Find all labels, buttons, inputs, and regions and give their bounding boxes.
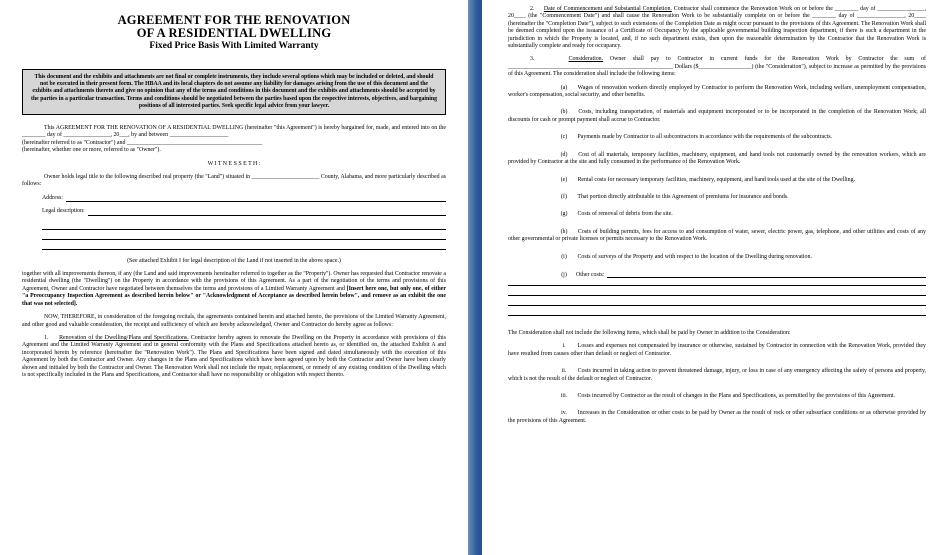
section-2-text: Contractor shall commence the Renovation Work on or before the ________ day of ________________, 20____ (the "Commencement Date") and shall cause the Renovation Work to be substantially complete on or before the ________ day of ________________, 20____ (hereinafter the "Completion Date"), subject to such extensions of the Completion Date as might occur pursuant to the provisions of this Agreement. The Renovation Work shall be deemed completed upon the issuance of a Certificate of Occupancy by the applicable governmental building inspection department, if there is such a department in the jurisdiction in which the Property is located, and, if no such department exists, then upon the reasonable determination by the Contractor that the Renovation Work is substantially complete and ready for occupancy. xyxy=(508,6,926,50)
now-therefore-paragraph: NOW, THEREFORE, in consideration of the foregoing recitals, the agreements contained herein and attached hereto, the provisions of the Limited Warranty Agreement, and other good and valuable consideration, the receipt and sufficiency of which are hereby acknowledged, Owner and Contractor do hereby agree as follows: xyxy=(22,314,446,328)
together-option-text: [Insert here one, but only one, of either "a Preoccupancy Inspection Agreement as described herein below" or "Acknowledgment of Acceptance as described herein below", and remove as an exhibit the one that was not selected]. xyxy=(22,285,446,307)
consideration-item-label: (a) xyxy=(560,84,568,91)
disclaimer-notice: This document and the exhibits and attachments are not final or complete instruments, they include several options which may be included or deleted, and should not be executed in their present form. The HBAA and its local chapters do not assume any liability for damages arising from the use of this document and the exhibits and attachments thereto and give no opinion that any of the terms and conditions in this document and the exhibits and attachments should be accepted by the parties in a particular transaction. Terms and conditions should be negotiated between the parties based upon the respective interests, objectives, and bargaining positions of all interested parties. Seek specific legal advice from your lawyer. xyxy=(22,69,446,115)
consideration-item-label: (d) xyxy=(560,151,568,158)
witnesseth-heading: W I T N E S S E T H : xyxy=(207,160,261,167)
consideration-item-text: Costs of removal of debris from the site. xyxy=(577,211,673,218)
exclusion-item-text: Losses and expenses not compensated by insurance or otherwise, sustained by Contractor in connection with the Renovation Work, provided they have resulted from causes other than default or neglect of Contractor. xyxy=(508,343,926,357)
together-paragraph xyxy=(22,271,446,308)
section-1-number: 1. xyxy=(44,334,49,341)
section-3-heading: Consideration. xyxy=(568,56,604,63)
consideration-item-text: Cost of all materials, temporary facilities, machinery, equipment, and hand tools not customarily owned by the renovation workers, which are provided by Contractor at the site and fully consumed in the performance of the Renovation Work. xyxy=(508,151,926,166)
consideration-item-0 xyxy=(508,85,926,100)
exclusion-intro: The Consideration shall not include the following items, which shall be paid by Owner in addition to the Consideration: xyxy=(508,329,791,336)
exclusion-item-text: Costs incurred by Contractor as the result of changes in the Plans and Specifications, as permitted by the provisions of this Agreement. xyxy=(577,392,896,399)
subtitle: Fixed Price Basis With Limited Warranty xyxy=(149,41,319,51)
owner-reference: (hereinafter, whether one or more, referred to as "Owner"). xyxy=(22,147,161,154)
other-costs-line[interactable] xyxy=(607,271,926,278)
legal-description-label: Legal description: xyxy=(42,208,85,215)
legal-description-line-4[interactable] xyxy=(42,242,446,250)
address-label: Address: xyxy=(42,194,63,201)
legal-description-field[interactable] xyxy=(42,208,446,215)
consideration-item-label: (c) xyxy=(560,134,568,141)
exclusion-item-label: iii. xyxy=(560,392,568,399)
consideration-item-5 xyxy=(508,194,926,201)
exclusion-item-label: ii. xyxy=(561,368,567,375)
section-3-text: Owner shall pay to Contractor in current funds for the Renovation Work by Contractor the sum of ________________________________________________________ Dollars ($__________________) (the "Consideration"), subject to increase as permitted by the provisions of this Agreement. The consideration shall include the following items: xyxy=(508,56,926,78)
section-1 xyxy=(22,335,446,379)
window-divider xyxy=(468,0,482,555)
consideration-item-text: Rental costs for necessary temporary facilities, machinery, equipment, and hand tools used at the site of the Dwelling. xyxy=(577,176,856,183)
consideration-item-label: (h) xyxy=(560,228,568,235)
address-field[interactable] xyxy=(42,195,446,202)
other-costs-line-3[interactable] xyxy=(508,288,926,296)
section-3 xyxy=(508,56,926,78)
section-2-heading: Date of Commencement and Substantial Completion. xyxy=(543,6,672,12)
exclusion-item-text: Increases in the Consideration or other costs to be paid by Owner as the result of rock or other subsurface conditions or as otherwise provided by the provisions of this Agreement. xyxy=(508,410,926,424)
other-costs-line-4[interactable] xyxy=(508,298,926,306)
exclusion-item-3 xyxy=(508,410,926,425)
legal-description-line-3[interactable] xyxy=(42,232,446,240)
property-paragraph: Owner holds legal title to the following described real property (the "Land") situated in _______________________ County, Alabama, and more particularly described as follows: xyxy=(22,174,446,188)
right-page xyxy=(482,0,946,555)
exclusion-item-0 xyxy=(508,343,926,358)
item-j-label: (j) xyxy=(561,271,567,278)
consideration-item-1 xyxy=(508,109,926,124)
consideration-item-text: Costs, including transportation, of materials and equipment incorporated or to be incorporated in the completion of the Renovation Work; all discounts for cash or prompt payment shall accrue to Contractor. xyxy=(508,109,926,123)
consideration-item-text: Costs of surveys of the Property and with respect to the location of the Dwelling during renovation. xyxy=(577,253,812,260)
section-1-text: Contractor hereby agrees to renovate the Dwelling on the Property in accordance with provisions of this Agreement and the Limited Warranty Agreement and in general conformity with the Plans and Specifications attached hereto as, or identified on, the attached Exhibit A and incorporated herein by reference (hereinafter the "Renovation Work"). The Plans and Specifications have been signed and dated simultaneously with the execution of this Agreement by both the Contractor and Owner. Any changes in the Plans and Specifications which have been agreed upon by both the Contractor and Owner have been clearly shown and initialed by both the Contractor and Owner. The Renovation Work shall not include the repair, replacement, or remedy of any existing condition of the Dwelling which is not specifically included in the Plans and Specifications, and Contractor shall have no responsibility or obligation with respect thereto. xyxy=(22,334,446,378)
left-page xyxy=(0,0,468,555)
legal-description-line-2[interactable] xyxy=(42,222,446,230)
intro-paragraph: This AGREEMENT FOR THE RENOVATION OF A RESIDENTIAL DWELLING (hereinafter "this Agreement") is hereby bargained for, made, and entered into on the ________ day of ________________, 20___, by and between ____________________ xyxy=(22,125,446,139)
consideration-item-label: (e) xyxy=(560,176,568,183)
section-3-number: 3. xyxy=(530,56,535,63)
consideration-item-8 xyxy=(508,254,926,261)
consideration-item-4 xyxy=(508,177,926,184)
other-costs-line-2[interactable] xyxy=(508,278,926,286)
section-1-heading: Renovation of the Dwelling/Plans and Specifications. xyxy=(59,334,189,341)
section-2 xyxy=(508,6,926,50)
consideration-item-label: (b) xyxy=(560,109,568,116)
exclusion-item-2 xyxy=(508,393,926,400)
address-line[interactable] xyxy=(66,195,446,202)
exclusion-item-1 xyxy=(508,368,926,383)
item-j-text: Other costs: xyxy=(576,271,605,278)
consideration-item-3 xyxy=(508,152,926,167)
consideration-item-text: Wages of renovation workers directly employed by Contractor to perform the Renovation Work, including welfare, unemployment compensation, worker's compensation, social security, and other benefits. xyxy=(508,84,926,99)
exclusion-item-text: Costs incurred in taking action to prevent threatened damage, injury, or loss in case of any emergency affecting the safety of persons and property, which is not the result of the default or neglect of Contractor. xyxy=(508,368,926,382)
consideration-item-label: (i) xyxy=(561,253,567,260)
other-costs-line-5[interactable] xyxy=(508,308,926,316)
other-costs-field[interactable] xyxy=(508,271,926,278)
exclusion-item-label: i. xyxy=(562,343,566,350)
legal-description-line[interactable] xyxy=(88,209,446,216)
consideration-item-text: Payments made by Contractor to all subcontractors in accordance with the requirements of the subcontracts. xyxy=(577,134,833,141)
exhibit-note: (See attached Exhibit I for legal description of the Land if not inserted in the above space.) xyxy=(127,257,341,264)
title-line-2: OF A RESIDENTIAL DWELLING xyxy=(136,26,332,40)
contractor-reference: (hereinafter referred to as "Contractor") and ______________________________________________ xyxy=(22,139,263,146)
consideration-item-6 xyxy=(508,211,926,218)
consideration-item-text: That portion directly attributable to this Agreement of premiums for insurance and bonds. xyxy=(577,193,789,200)
consideration-item-2 xyxy=(508,134,926,141)
title-line-1: AGREEMENT FOR THE RENOVATION xyxy=(117,13,351,27)
consideration-item-label: (f) xyxy=(561,193,567,200)
consideration-items xyxy=(508,85,926,261)
exclusion-item-label: iv. xyxy=(561,410,567,417)
consideration-item-label: (g) xyxy=(560,211,568,218)
consideration-item-7 xyxy=(508,229,926,244)
exclusion-items xyxy=(508,343,926,425)
section-2-number: 2. xyxy=(530,6,535,12)
together-text: together with all improvements thereon, if any (the Land and said improvements hereinafter referred to together as the "Property"). Owner has requested that Contractor renovate a residential dwelling (the "Dwelling") on the Property in accordance with the provisions of this Agreement. As a part of the negotiation of the terms and provisions of this Agreement, Owner and Contractor have negotiated between themselves the terms and provisions of a Limited Warranty Agreement and xyxy=(22,271,446,292)
consideration-item-text: Costs of building permits, fees for access to and consumption of water, sewer, electric power, gas, telephone, and other utilities and costs of any other governmental or private licenses or permits necessary to the Renovation Work. xyxy=(508,228,926,243)
